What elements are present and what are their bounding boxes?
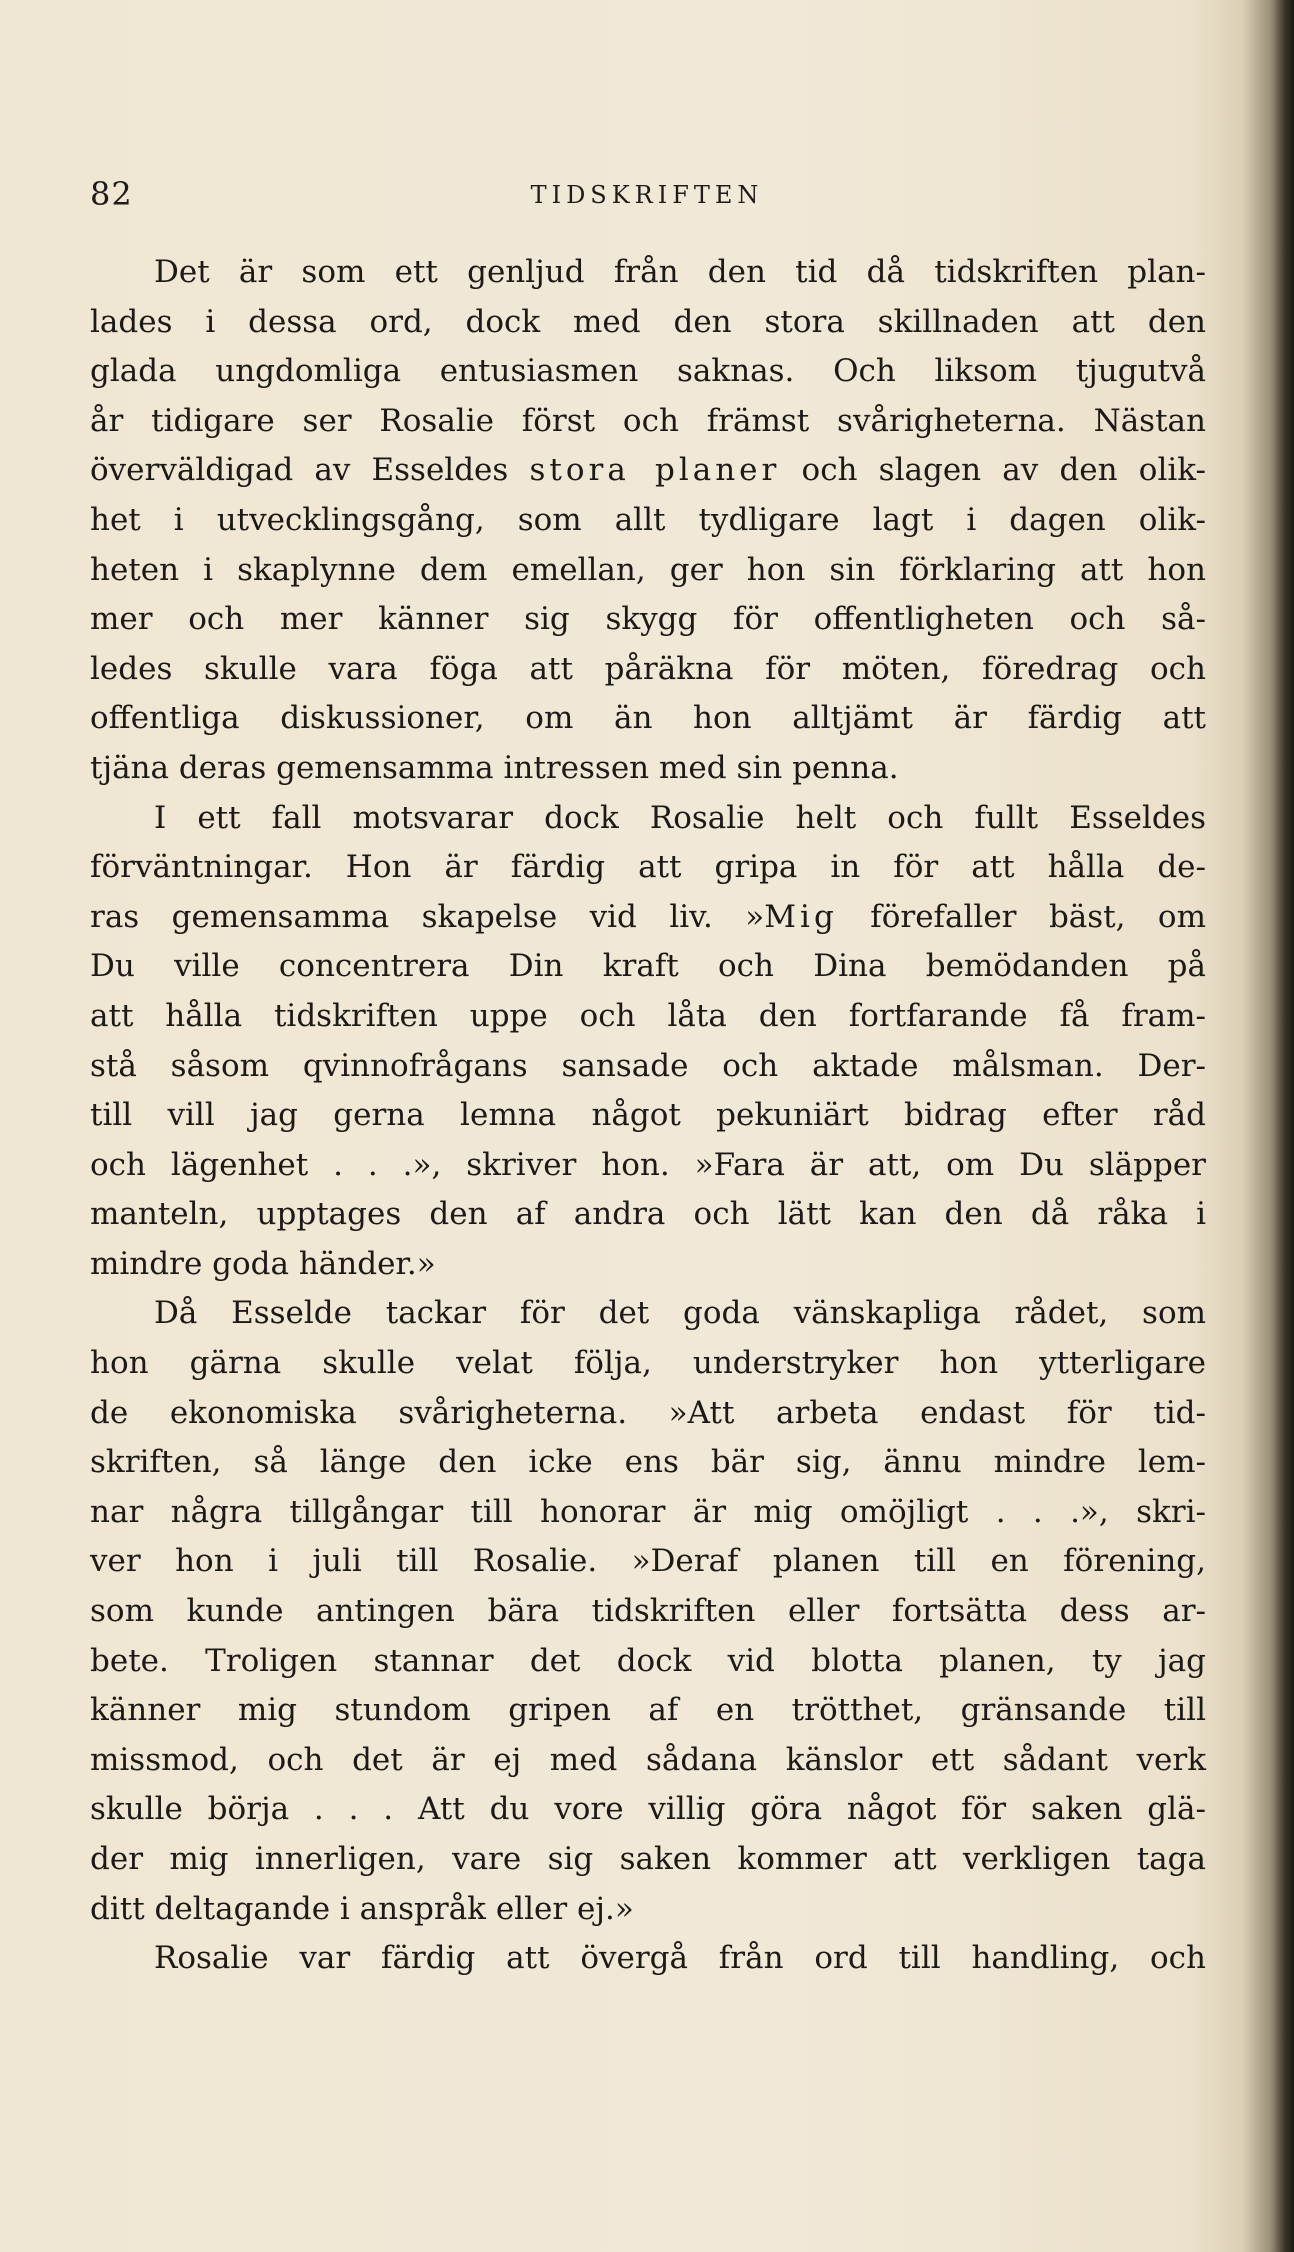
text-line: Du ville concentrera Din kraft och Dina bemödanden på: [90, 948, 1206, 985]
text-line: mer och mer känner sig skygg för offentligheten och så-: [90, 601, 1206, 638]
text-line: som kunde antingen bära tidskriften eller fortsätta dess ar-: [90, 1593, 1206, 1630]
page-number: 82: [90, 175, 133, 213]
text-line: Rosalie var färdig att övergå från ord till handling, och: [154, 1940, 1206, 1977]
text-line: heten i skaplynne dem emellan, ger hon sin förklaring att hon: [90, 551, 1206, 588]
text-line: het i utvecklingsgång, som allt tydligare lagt i dagen olik-: [90, 501, 1206, 538]
text-line: skriften, så länge den icke ens bär sig, ännu mindre lem-: [90, 1444, 1206, 1481]
text-line: I ett fall motsvarar dock Rosalie helt och fullt Esseldes: [154, 799, 1206, 836]
body-text: [90, 248, 1206, 1984]
text-line: Det är som ett genljud från den tid då tidskriften plan-: [154, 254, 1206, 290]
text-line: ditt deltagande i anspråk eller ej.»: [90, 1890, 634, 1927]
text-line: de ekonomiska svårigheterna. »Att arbeta endast för tid-: [90, 1394, 1206, 1431]
text-fragment: överväldigad av Esseldes: [90, 452, 509, 489]
text-line: [90, 446, 1206, 496]
text-line: känner mig stundom gripen af en trötthet, gränsande till: [90, 1692, 1206, 1729]
running-head: [90, 175, 1204, 215]
text-fragment: förefaller bäst, om: [870, 898, 1206, 935]
text-line: och lägenhet . . .», skriver hon. »Fara är att, om Du släpper: [90, 1146, 1206, 1183]
text-line: skulle börja . . . Att du vore villig göra något för saken glä-: [90, 1791, 1206, 1828]
text-line: ver hon i juli till Rosalie. »Deraf planen till en förening,: [90, 1543, 1206, 1580]
emphasized-text: Mig: [764, 898, 838, 935]
text-line: år tidigare ser Rosalie först och främst svårigheterna. Nästan: [90, 402, 1206, 439]
text-line: att hålla tidskriften uppe och låta den fortfarande få fram-: [90, 997, 1206, 1034]
text-line: mindre goda händer.»: [90, 1245, 436, 1282]
text-line: [90, 893, 1206, 943]
text-line: lades i dessa ord, dock med den stora skillnaden att den: [90, 303, 1206, 340]
text-line: der mig innerligen, vare sig saken kommer att verkligen taga: [90, 1841, 1206, 1877]
text-line: manteln, upptages den af andra och lätt kan den då råka i: [90, 1196, 1206, 1233]
text-line: Då Esselde tackar för det goda vänskapliga rådet, som: [154, 1295, 1206, 1332]
text-line: förväntningar. Hon är färdig att gripa in för att hålla de-: [90, 849, 1206, 886]
text-line: nar några tillgångar till honorar är mig omöjligt . . .», skri-: [90, 1493, 1206, 1530]
text-fragment: ras gemensamma skapelse vid liv. »: [90, 898, 765, 935]
text-line: missmod, och det är ej med sådana känslor ett sådant verk: [90, 1741, 1206, 1778]
text-line: stå såsom qvinnofrågans sansade och aktade målsman. Der-: [90, 1047, 1206, 1084]
text-line: ledes skulle vara föga att påräkna för möten, föredrag och: [90, 650, 1206, 687]
text-line: offentliga diskussioner, om än hon alltjämt är färdig att: [90, 700, 1206, 737]
running-title: TIDSKRIFTEN: [530, 181, 764, 209]
text-line: till vill jag gerna lemna något pekuniärt bidrag efter råd: [90, 1097, 1206, 1134]
text-line: glada ungdomliga entusiasmen saknas. Och liksom tjugutvå: [90, 353, 1206, 390]
text-line: bete. Troligen stannar det dock vid blotta planen, ty jag: [90, 1642, 1206, 1679]
emphasized-text: stora planer: [529, 452, 781, 489]
text-line: hon gärna skulle velat följa, understryker hon ytterligare: [90, 1345, 1206, 1382]
text-fragment: och slagen av den olik-: [801, 452, 1206, 489]
text-line: tjäna deras gemensamma intressen med sin penna.: [90, 749, 899, 786]
